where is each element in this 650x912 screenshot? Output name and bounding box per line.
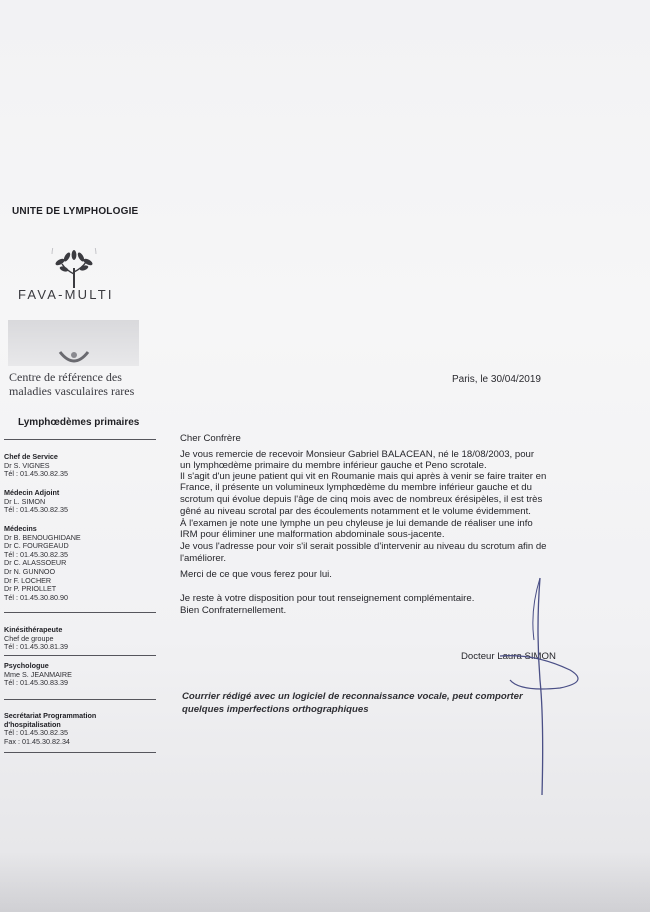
reference-center-line-2: maladies vasculaires rares bbox=[9, 384, 135, 398]
staff-medecin-adjoint bbox=[4, 489, 68, 515]
staff-line: Tél : 01.45.30.82.35 bbox=[4, 505, 68, 515]
signatory-name: Docteur Laura SIMON bbox=[461, 651, 556, 662]
reference-center-logo-icon bbox=[54, 346, 94, 370]
body-line: IRM pour éliminer une malformation abdominale sous-jacente. bbox=[180, 529, 445, 540]
staff-line: Dr F. LOCHER bbox=[4, 575, 52, 585]
staff-line: Tél : 01.45.30.81.39 bbox=[4, 642, 68, 652]
staff-line: Tél : 01.45.30.82.35 bbox=[4, 728, 68, 738]
body-line: l'améliorer. bbox=[180, 553, 227, 564]
sidebar-divider bbox=[4, 612, 156, 613]
body-line: Il s'agit d'un jeune patient qui vit en Roumanie mais qui après à venir se faire traiter en bbox=[180, 471, 547, 482]
fava-multi-logo: FAVA-MULTI bbox=[18, 287, 114, 302]
staff-line: Chef de groupe bbox=[4, 633, 54, 643]
letter-date: Paris, le 30/04/2019 bbox=[452, 374, 541, 385]
body-line: Je vous remercie de recevoir Monsieur Gabriel BALACEAN, né le 18/08/2003, pour bbox=[180, 449, 535, 460]
staff-chef-de-service bbox=[4, 453, 68, 479]
staff-line: Tél : 01.45.30.82.35 bbox=[4, 469, 68, 479]
staff-line: Dr S. VIGNES bbox=[4, 460, 50, 470]
staff-heading: Kinésithérapeute bbox=[4, 625, 63, 634]
staff-heading: Psychologue bbox=[4, 661, 49, 670]
staff-line: Mme S. JEANMAIRE bbox=[4, 669, 72, 679]
staff-heading: Médecin Adjoint bbox=[4, 488, 60, 497]
staff-line: d'hospitalisation bbox=[4, 719, 61, 729]
body-line: gêné au niveau scrotal par des écoulements notamment et le volume évidemment. bbox=[180, 506, 531, 517]
staff-line: Tél : 01.45.30.83.39 bbox=[4, 678, 68, 688]
sidebar-divider bbox=[4, 439, 156, 440]
staff-secretariat bbox=[4, 712, 96, 746]
body-line: scrotum qui évolue depuis l'âge de cinq mois avec de nombreux érésipèles, il est très bbox=[180, 494, 543, 505]
voice-recognition-note: Courrier rédigé avec un logiciel de reconnaissance vocale, peut comporter bbox=[182, 691, 523, 702]
body-line: Je vous l'adresse pour voir s'il serait possible d'intervenir au niveau du scrotum afin de bbox=[180, 541, 547, 552]
staff-line: Dr B. BENOUGHIDANE bbox=[4, 532, 81, 542]
closing-line: Bien Confraternellement. bbox=[180, 605, 287, 616]
staff-heading: Secrétariat Programmation bbox=[4, 711, 97, 720]
staff-line: Fax : 01.45.30.82.34 bbox=[4, 736, 70, 746]
staff-line: Tél : 01.45.30.80.90 bbox=[4, 592, 68, 602]
salutation: Cher Confrère bbox=[180, 433, 241, 444]
sidebar-divider bbox=[4, 752, 156, 753]
staff-line: Tél : 01.45.30.82.35 bbox=[4, 549, 68, 559]
staff-line: Dr P. PRIOLLET bbox=[4, 584, 57, 594]
body-line: un lymphœdème primaire du membre inférieur gauche et Peno scrotale. bbox=[180, 460, 487, 471]
body-line: France, il présente un volumineux lymphœdème du membre inférieur gauche et du bbox=[180, 482, 532, 493]
unit-title: UNITE DE LYMPHOLOGIE bbox=[12, 206, 139, 217]
staff-heading: Chef de Service bbox=[4, 452, 58, 461]
body-line: À l'examen je note une lymphe un peu chyleuse je lui demande de réaliser une info bbox=[180, 518, 533, 529]
voice-recognition-note: quelques imperfections orthographiques bbox=[182, 704, 369, 715]
page-shadow bbox=[0, 852, 650, 912]
staff-heading: Médecins bbox=[4, 524, 37, 533]
staff-line: Dr N. GUNNOO bbox=[4, 566, 56, 576]
staff-line: Dr L. SIMON bbox=[4, 496, 46, 506]
staff-psychologue bbox=[4, 662, 72, 688]
staff-line: Dr C. FOURGEAUD bbox=[4, 541, 69, 551]
sidebar-divider bbox=[4, 655, 156, 656]
closing-line: Je reste à votre disposition pour tout renseignement complémentaire. bbox=[180, 593, 475, 604]
staff-kinesitherapeute bbox=[4, 626, 68, 652]
staff-line: Dr C. ALASSOEUR bbox=[4, 558, 67, 568]
staff-medecins bbox=[4, 525, 81, 602]
tree-logo-icon bbox=[48, 248, 100, 290]
handwritten-signature bbox=[500, 570, 600, 800]
department-subtitle: Lymphœdèmes primaires bbox=[18, 417, 140, 428]
reference-center-line-1: Centre de référence des bbox=[9, 370, 122, 384]
sidebar-divider bbox=[4, 699, 156, 700]
body-line: Merci de ce que vous ferez pour lui. bbox=[180, 569, 332, 580]
